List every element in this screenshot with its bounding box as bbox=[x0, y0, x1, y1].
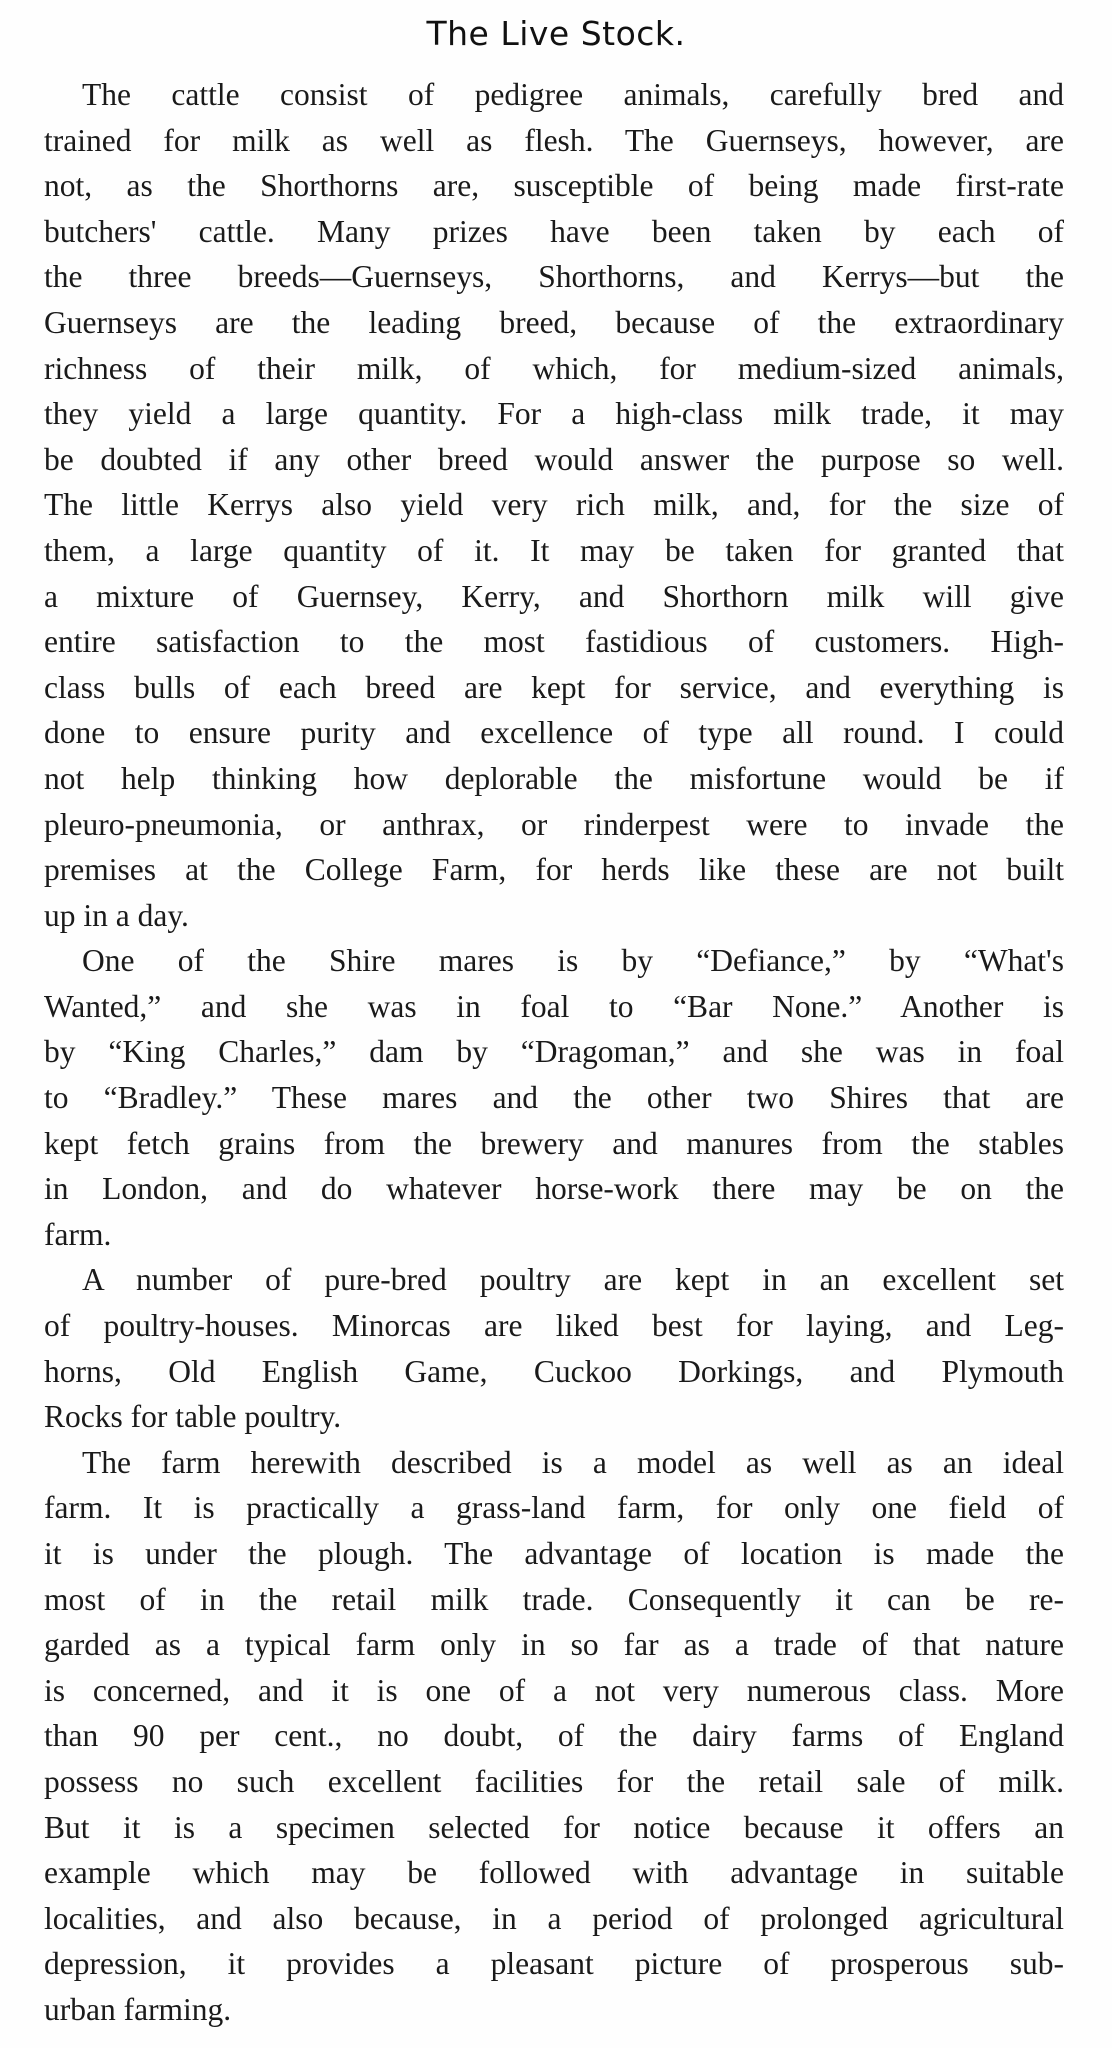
text-line: pleuro-pneumonia, or anthrax, or rinderpest were to invade the bbox=[44, 806, 1064, 842]
text-line: premises at the College Farm, for herds like these are not built bbox=[44, 852, 1064, 888]
paragraph bbox=[44, 1257, 1064, 1439]
text-line: But it is a specimen selected for notice because it offers an bbox=[44, 1809, 1064, 1845]
paragraph bbox=[44, 938, 1064, 1257]
text-line: localities, and also because, in a period of prolonged agricultural bbox=[44, 1900, 1064, 1936]
text-line: Guernseys are the leading breed, because of the extraordinary bbox=[44, 304, 1064, 340]
paragraph bbox=[44, 1440, 1064, 2033]
body-text bbox=[44, 72, 1064, 2033]
text-line: The farm herewith described is a model as well as an ideal bbox=[82, 1444, 1064, 1480]
text-line: farm. It is practically a grass-land farm, for only one field of bbox=[44, 1490, 1064, 1526]
text-line: be doubted if any other breed would answer the purpose so well. bbox=[44, 441, 1064, 477]
text-line: Wanted,” and she was in foal to “Bar None.” Another is bbox=[44, 988, 1064, 1024]
paragraph bbox=[44, 72, 1064, 938]
text-line: butchers' cattle. Many prizes have been taken by each of bbox=[44, 213, 1064, 249]
text-line: The cattle consist of pedigree animals, carefully bred and bbox=[82, 77, 1064, 112]
text-line: example which may be followed with advantage in suitable bbox=[44, 1855, 1064, 1891]
text-line: it is under the plough. The advantage of location is made the bbox=[44, 1536, 1064, 1571]
text-line: they yield a large quantity. For a high-class milk trade, it may bbox=[44, 396, 1064, 432]
text-line: horns, Old English Game, Cuckoo Dorkings, and Plymouth bbox=[44, 1353, 1064, 1389]
text-line: up in a day. bbox=[44, 897, 189, 933]
text-line: done to ensure purity and excellence of type all round. I could bbox=[44, 715, 1064, 751]
text-line: by “King Charles,” dam by “Dragoman,” and she was in foal bbox=[44, 1034, 1064, 1070]
text-line: them, a large quantity of it. It may be taken for granted that bbox=[44, 532, 1064, 568]
text-line: possess no such excellent facilities for the retail sale of milk. bbox=[44, 1763, 1064, 1799]
text-line: a mixture of Guernsey, Kerry, and Shorthorn milk will give bbox=[44, 578, 1064, 614]
text-line: in London, and do whatever horse-work there may be on the bbox=[44, 1171, 1064, 1207]
text-line: One of the Shire mares is by “Defiance,” by “What's bbox=[82, 943, 1064, 979]
text-line: to “Bradley.” These mares and the other two Shires that are bbox=[44, 1080, 1064, 1116]
text-line: Rocks for table poultry. bbox=[44, 1399, 342, 1435]
text-line: most of in the retail milk trade. Consequently it can be re- bbox=[44, 1581, 1064, 1617]
text-line: not help thinking how deplorable the misfortune would be if bbox=[44, 760, 1064, 796]
text-line: The little Kerrys also yield very rich milk, and, for the size of bbox=[44, 487, 1064, 523]
text-line: is concerned, and it is one of a not very numerous class. More bbox=[44, 1672, 1064, 1708]
text-line: depression, it provides a pleasant picture of prosperous sub- bbox=[44, 1946, 1064, 1982]
text-line: trained for milk as well as flesh. The Guernseys, however, are bbox=[44, 122, 1064, 158]
text-line: richness of their milk, of which, for medium-sized animals, bbox=[44, 350, 1064, 386]
text-line: kept fetch grains from the brewery and manures from the stables bbox=[44, 1125, 1064, 1161]
text-line: not, as the Shorthorns are, susceptible of being made first-rate bbox=[44, 168, 1064, 204]
text-line: entire satisfaction to the most fastidious of customers. High- bbox=[44, 624, 1064, 660]
text-line: farm. bbox=[44, 1216, 112, 1252]
text-line: than 90 per cent., no doubt, of the dairy farms of England bbox=[44, 1718, 1064, 1754]
text-line: class bulls of each breed are kept for service, and everything is bbox=[44, 669, 1064, 705]
text-line: of poultry-houses. Minorcas are liked best for laying, and Leg- bbox=[44, 1308, 1064, 1344]
text-line: urban farming. bbox=[44, 1991, 232, 2027]
text-line: the three breeds—Guernseys, Shorthorns, and Kerrys—but the bbox=[44, 259, 1064, 295]
page-title: The Live Stock. bbox=[426, 14, 686, 53]
text-line: A number of pure-bred poultry are kept in an excellent set bbox=[82, 1262, 1064, 1298]
text-line: garded as a typical farm only in so far as a trade of that nature bbox=[44, 1627, 1064, 1663]
